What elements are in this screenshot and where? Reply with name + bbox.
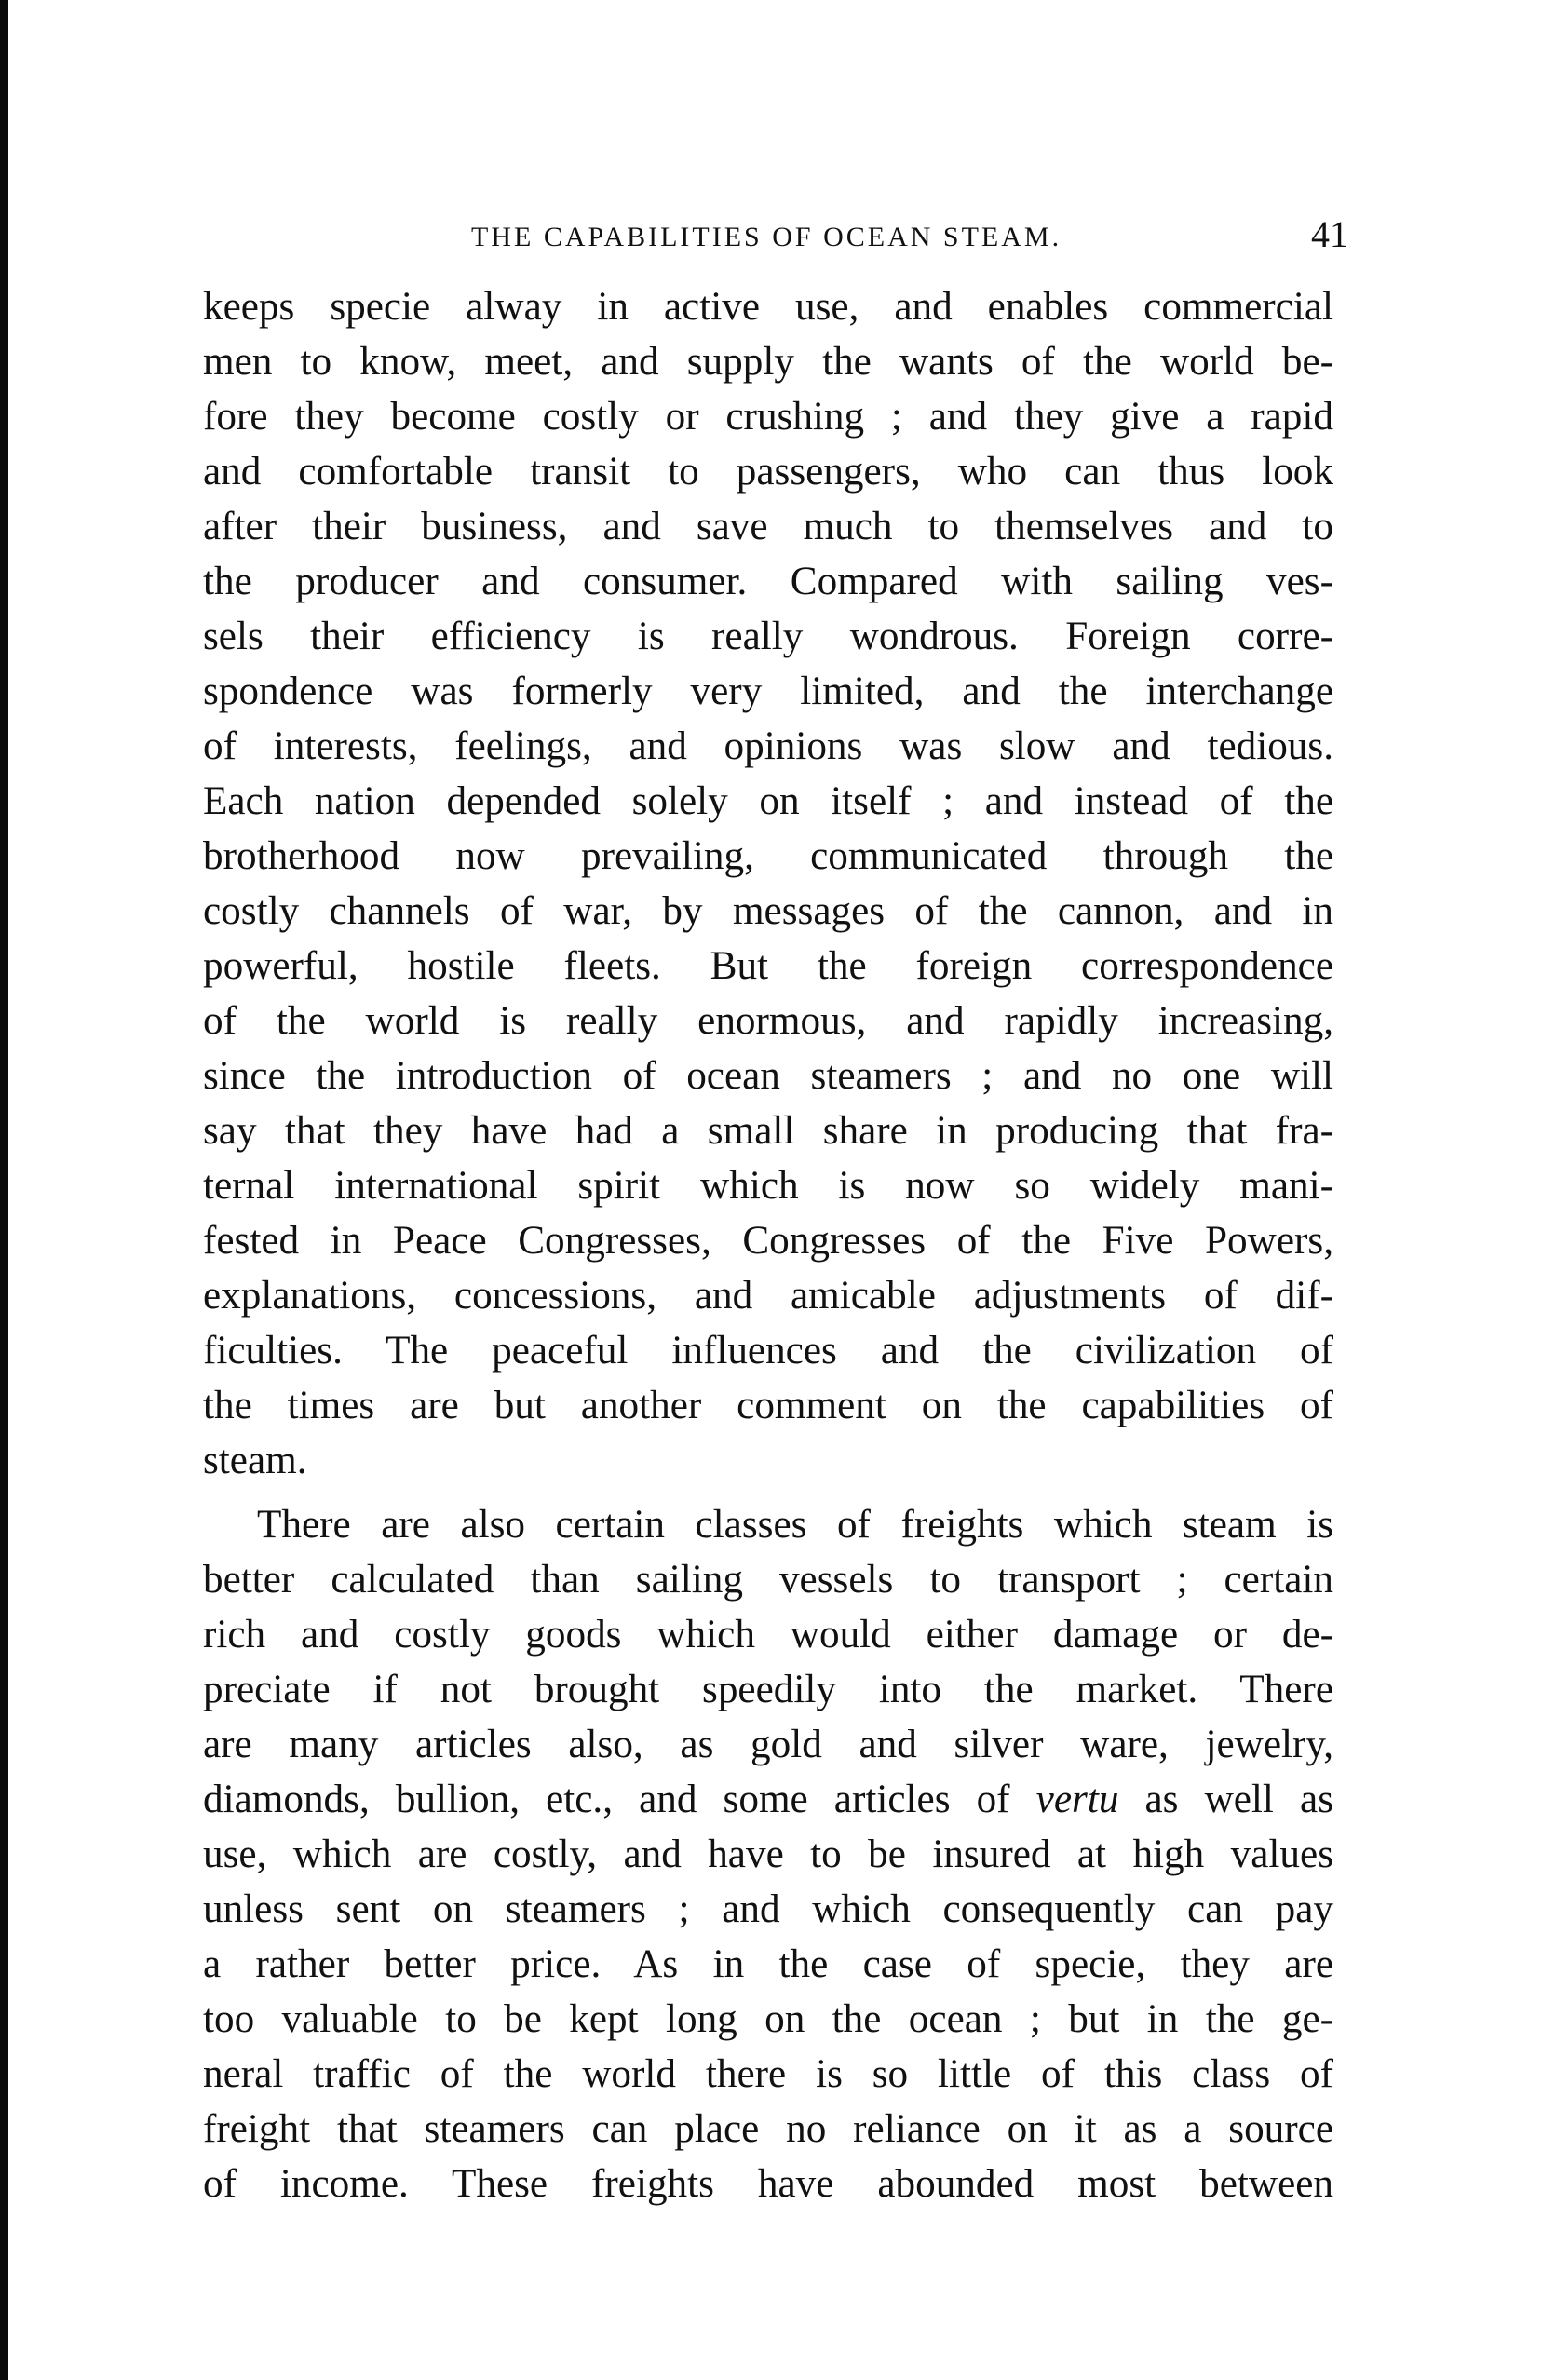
text-line: Each nation depended solely on itself ; and instead of the [203,779,1333,823]
text-line: the times are but another comment on the capabilities of [203,1384,1333,1427]
text-segment: as well as [1118,1778,1333,1821]
text-line: explanations, concessions, and amicable adjustments of dif- [203,1274,1333,1318]
page-number: 41 [1311,213,1348,255]
text-line: steam. [203,1439,307,1482]
text-line: after their business, and save much to themselves and to [203,505,1333,548]
text-line: of interests, feelings, and opinions was slow and tedious. [203,724,1333,768]
text-line: There are also certain classes of freights which steam is [257,1503,1333,1547]
book-spine-shadow [0,0,8,2380]
text-line: better calculated than sailing vessels to transport ; certain [203,1558,1333,1602]
text-line: sels their efficiency is really wondrous. Foreign corre- [203,615,1333,658]
text-line: men to know, meet, and supply the wants of the world be- [203,340,1333,384]
running-head [240,212,1348,259]
text-line: fested in Peace Congresses, Congresses of the Five Powers, [203,1219,1333,1263]
text-line-with-italic [203,1772,1333,1827]
text-line: and comfortable transit to passengers, who can thus look [203,450,1333,494]
text-line: ficulties. The peaceful influences and the civilization of [203,1329,1333,1373]
paragraph-2 [203,1497,1333,2211]
running-title: THE CAPABILITIES OF OCEAN STEAM. [471,222,1062,252]
text-line: are many articles also, as gold and silver ware, jewelry, [203,1723,1333,1766]
text-line: since the introduction of ocean steamers ; and no one will [203,1054,1333,1098]
text-line: ternal international spirit which is now so widely mani- [203,1164,1333,1208]
text-line: brotherhood now prevailing, communicated through the [203,834,1333,878]
text-line: fore they become costly or crushing ; and they give a rapid [203,395,1333,439]
paragraph-1 [203,279,1333,1488]
text-line: say that they have had a small share in producing that fra- [203,1109,1333,1153]
text-line: too valuable to be kept long on the ocean ; but in the ge- [203,1997,1333,2041]
text-line: the producer and consumer. Compared with sailing ves- [203,560,1333,603]
text-segment: diamonds, bullion, etc., and some articles of [203,1778,1036,1821]
text-line: freight that steamers can place no reliance on it as a source [203,2107,1333,2151]
text-line: of income. These freights have abounded most between [203,2162,1333,2206]
italic-word: vertu [1035,1778,1119,1821]
text-line: neral traffic of the world there is so little of this class of [203,2052,1333,2096]
text-line: of the world is really enormous, and rapidly increasing, [203,999,1333,1043]
text-line: powerful, hostile fleets. But the foreign correspondence [203,944,1333,988]
text-line: a rather better price. As in the case of specie, they are [203,1942,1333,1986]
text-line: use, which are costly, and have to be insured at high values [203,1832,1333,1876]
text-line: preciate if not brought speedily into the market. There [203,1668,1333,1711]
text-line: keeps specie alway in active use, and enables commercial [203,285,1333,329]
text-line: costly channels of war, by messages of the cannon, and in [203,889,1333,933]
text-line: rich and costly goods which would either damage or de- [203,1613,1333,1657]
text-line: unless sent on steamers ; and which consequently can pay [203,1887,1333,1931]
text-line: spondence was formerly very limited, and the interchange [203,669,1333,713]
page-body [203,279,1333,2211]
paragraph-gap [203,1488,1333,1497]
